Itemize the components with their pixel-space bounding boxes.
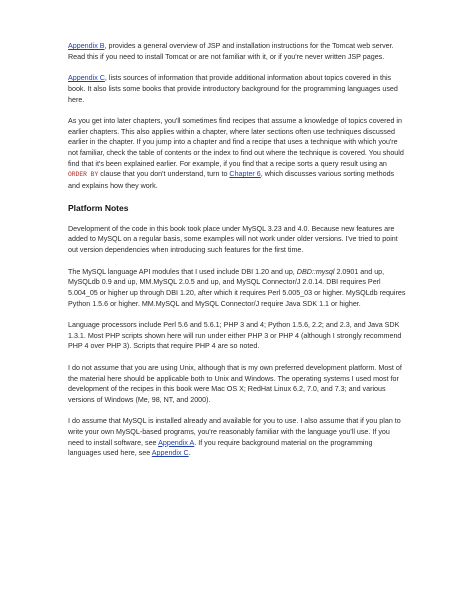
appendix-a-link[interactable]: Appendix A bbox=[158, 438, 195, 447]
assumptions-text-after: . bbox=[188, 449, 191, 458]
platform-notes-heading: Platform Notes bbox=[68, 202, 129, 213]
appendix-b-description: , provides a general overview of JSP and installation instructions for the Tomcat web server. Read this if you need to install Tomcat or are not familiar with it, or if you're never written JSP pages. bbox=[68, 42, 394, 61]
dbd-mysql-term: DBD::mysql bbox=[296, 267, 335, 276]
installation-assumptions-paragraph bbox=[68, 416, 406, 459]
prerequisites-text-middle: clause that you don't understand, turn to bbox=[98, 170, 230, 179]
chapter-prerequisites-paragraph bbox=[68, 116, 406, 192]
operating-systems-paragraph: I do not assume that you are using Unix, although that is my own preferred development platform. Most of the material here should be applicable both to Unix and Windows. The operating systems I used most for development of the recipes in this book were Mac OS X; RedHat Linux 6.2, 7.0, and 7.3; and various versions of Windows (Me, 98, NT, and 2000). bbox=[68, 363, 402, 404]
assumptions-text-before: I do assume that MySQL is installed already and available for you to use. I also assume that if you plan to write your own MySQL-based programs, you're reasonably familiar with the language you'll use. If you need to install software, see bbox=[68, 417, 401, 447]
appendix-c-link-2[interactable]: Appendix C bbox=[151, 449, 189, 458]
language-processors-paragraph: Language processors include Perl 5.6 and 5.6.1; PHP 3 and 4; Python 1.5.6, 2.2; and 2.3, and Java SDK 1.3.1. Most PHP scripts shown here will run under either PHP 3 or PHP 4 (although I strongly recommend PHP 4 over PHP 3). Scripts that require PHP 4 are so noted. bbox=[68, 321, 402, 351]
api-modules-text-after: 2.0901 and up, MySQLdb 0.9 and up, MM.MySQL 2.0.5 and up, and MySQL Connector/J 2.0.14. DBI requires Perl 5.004_05 or higher up through DBI 1.20, after which it requires Perl 5.005_03 or higher. MySQLdb requires Python 1.5.6 or higher. MM.MySQL and MySQL Connector/J require Java SDK 1.1 or higher. bbox=[68, 267, 406, 308]
chapter-6-link[interactable]: Chapter 6 bbox=[229, 170, 261, 179]
appendix-c-paragraph bbox=[68, 73, 406, 105]
prerequisites-text-after: , which discusses various sorting methods and explains how they work. bbox=[68, 170, 395, 191]
appendix-c-description: , lists sources of information that provide additional information about topics covered in this book. It also lists some books that provide introductory background for the programming languages used here. bbox=[68, 74, 398, 104]
appendix-b-link[interactable]: Appendix B bbox=[68, 42, 105, 50]
appendix-c-link[interactable]: Appendix C bbox=[68, 74, 105, 83]
api-modules-paragraph bbox=[68, 267, 406, 310]
api-modules-text-before: The MySQL language API modules that I used include DBI 1.20 and up, bbox=[68, 267, 297, 276]
mysql-versions-paragraph: Development of the code in this book took place under MySQL 3.23 and 4.0. Because new features are added to MySQL on a regular basis, some examples will not work under older versions. I've tried to point out version dependencies when introducing such features for the first time. bbox=[68, 224, 398, 255]
document-page bbox=[68, 41, 406, 470]
assumptions-text-middle: . If you require background material on the programming languages used here, see bbox=[68, 438, 373, 458]
appendix-b-paragraph bbox=[68, 41, 406, 62]
prerequisites-text-before: As you get into later chapters, you'll sometimes find recipes that assume a knowledge of topics covered in earlier chapters. This also applies within a chapter, where later sections often use techniques discussed earlier in the chapter. If you jump into a chapter and find a recipe that uses a technique with which you're not familiar, check the table of contents or the index to find out where the technique is covered. You should find that it's been explained earlier. For example, if you find that a recipe sorts a query result using an bbox=[68, 116, 404, 168]
order-by-code: ORDER BY bbox=[68, 171, 99, 179]
